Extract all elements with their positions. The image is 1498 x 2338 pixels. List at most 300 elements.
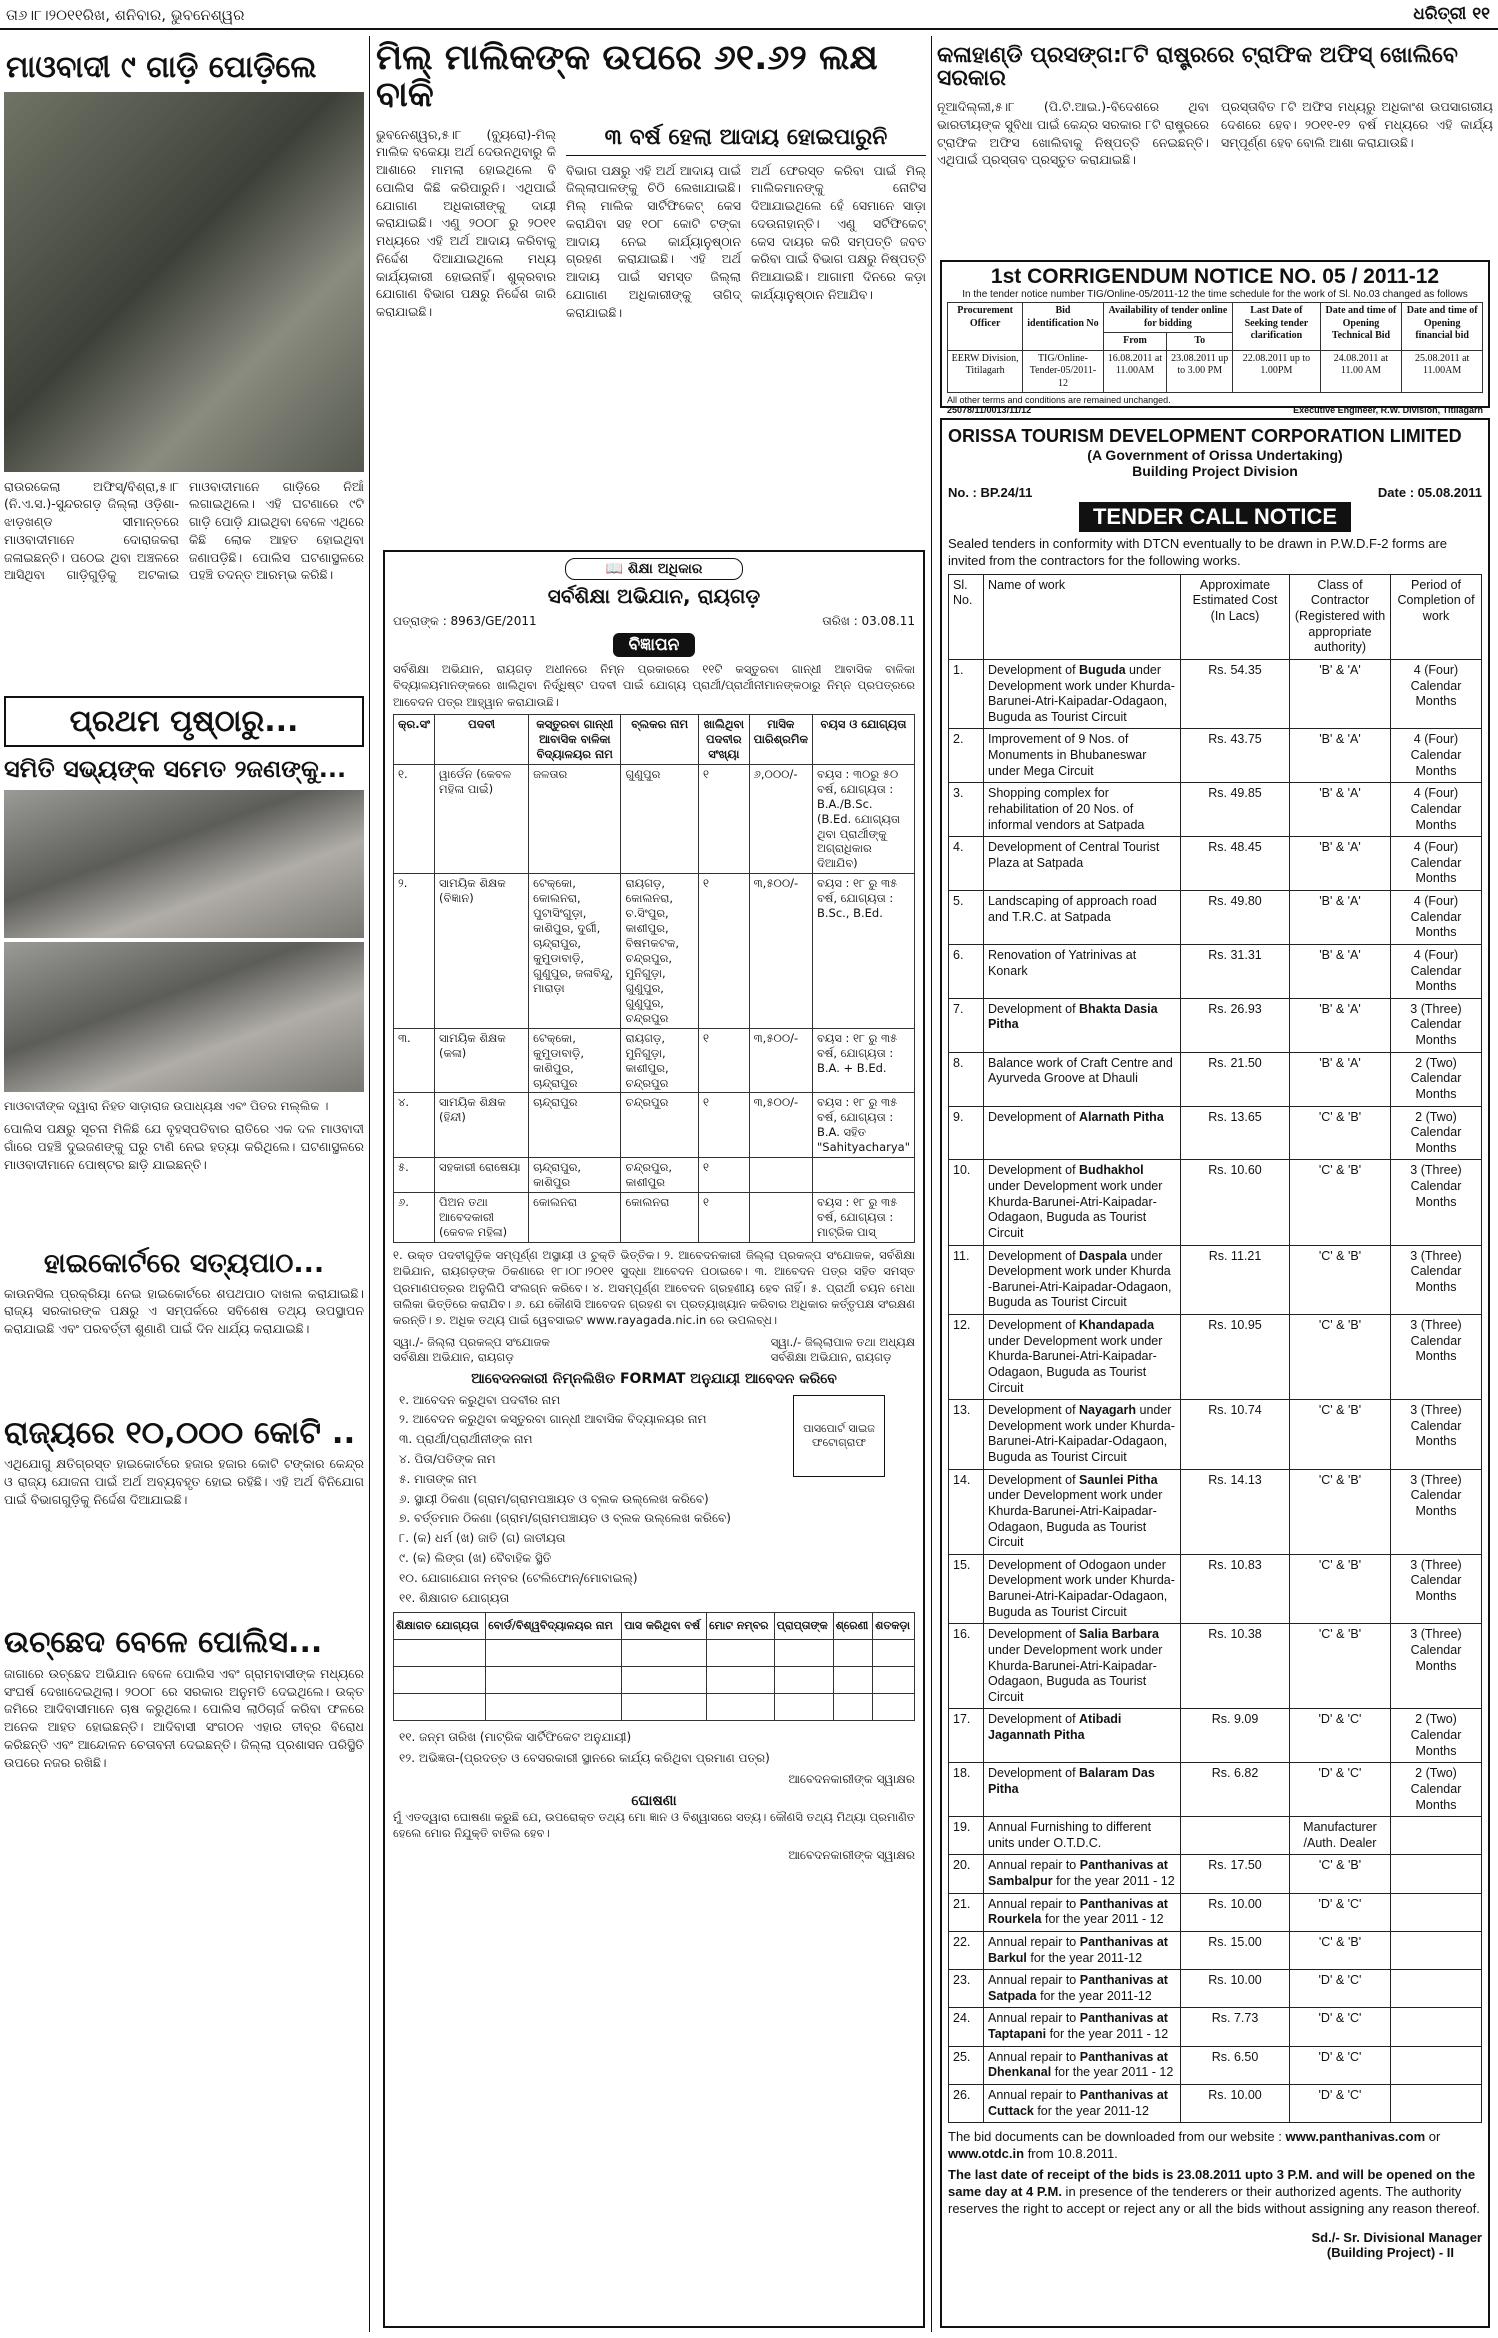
work-text: Development of: [988, 1109, 1080, 1124]
ssa-cell: ୧: [698, 764, 749, 874]
tender-cell: 3 (Three) Calendar Months: [1391, 1554, 1482, 1624]
story-eviction-body: ଜାଗାରେ ଉଚ୍ଛେଦ ଅଭିଯାନ ବେଳେ ପୋଲିସ ଏବଂ ଗ୍ରାମବାସୀଙ୍କ ମଧ୍ୟରେ ସଂଘର୍ଷ ଦେଖାଦେଇଥିଲା। ୨୦୦୮ ରେ ସରକାର ଅନୁମତି ଦେଇଥିଲେ। ଉକ୍ତ ଜମିରେ ଆଦିବାସୀମାନେ ଚାଷ କରୁଥିଲେ। ପୋଲିସ ଲାଠିଚାର୍ଜ କରିବା ଫଳରେ ଅନେକ ଆହତ ହୋଇଛନ୍ତି। ଆଦିବାସୀ ସଂଗଠନ ଏହାର ତୀବ୍ର ବିରୋଧ କରିଛନ୍ତି ଏବଂ ଆନ୍ଦୋଳନ ଚେତାବନୀ ଦେଇଛନ୍ତି। ଜିଲ୍ଲା ପ୍ରଶାସନ ପରିସ୍ଥିତି ଉପରେ ନଜର ରଖିଛି।: [4, 1665, 364, 1770]
otdc-h-cost: Approximate Estimated Cost (In Lacs): [1181, 574, 1290, 659]
ssa-cell: ୱାର୍ଡେନ (କେବଳ ମହିଳା ପାଇଁ): [435, 764, 529, 874]
tender-cell: 7.: [949, 998, 984, 1052]
corr-h-availability: Availability of tender online for bidding: [1103, 303, 1233, 333]
otdc-h-period: Period of Completion of work: [1391, 574, 1482, 659]
photo-box: ପାସପୋର୍ଟ ସାଇଜ ଫଟୋଗ୍ରାଫ: [793, 1395, 885, 1477]
qual-cell[interactable]: [707, 1694, 775, 1721]
tender-cell: [984, 729, 1181, 783]
tender-row: [949, 1400, 1482, 1470]
corr-cell: 24.08.2011 at 11.00 AM: [1320, 350, 1402, 393]
tender-cell: Rs. 17.50: [1181, 1855, 1290, 1893]
story-mill-body-2: ବିଭାଗ ପକ୍ଷରୁ ଏହି ଅର୍ଥ ଆଦାୟ ପାଇଁ ଜିଲ୍ଲାପାଳଙ୍କୁ ଚିଠି ଲେଖାଯାଇଛି। ମିଲ୍ ମାଲିକ ସାର୍ଟିଫିକେଟ୍ କେସ କରାଯିବା ସହ ୧୦୮ କୋଟି ଟଙ୍କା ଆଦାୟ ନେଇ କାର୍ଯ୍ୟାନୁଷ୍ଠାନ ଗ୍ରହଣ କରାଯାଇଛି। ଏହି ଅର୍ଥ ଆଦାୟ ପାଇଁ ସମସ୍ତ ଜିଲ୍ଲା ଯୋଗାଣ ଅଧିକାରୀଙ୍କୁ ତାଗିଦ୍ କରାଯାଇଛି।: [566, 162, 741, 320]
work-place: Bhakta Dasia Pitha: [988, 1001, 1158, 1032]
tender-cell: [1391, 2084, 1482, 2122]
work-text: for the year 2011 - 12: [1051, 2065, 1174, 2080]
work-text: Renovation of Yatrinivas at Konark: [988, 947, 1137, 978]
work-text: Landscaping of approach road and T.R.C. at Satpada: [988, 894, 1157, 924]
ssa-intro: ସର୍ବଶିକ୍ଷା ଅଭିଯାନ, ରାୟଗଡ଼ ଅଧୀନରେ ନିମ୍ନ ପ୍ରକାରରେ ୧୧ଟି କସ୍ତୁରବା ଗାନ୍ଧୀ ଆବାସିକ ବାଳିକା ବିଦ୍ୟାଳୟମାନଙ୍କରେ ଖାଲିଥିବା ନିର୍ଦ୍ଧିଷ୍ଟ ପଦବୀ ପାଇଁ ଯୋଗ୍ୟ ପ୍ରାର୍ଥୀ/ପ୍ରାର୍ଥୀନୀମାନଙ୍କଠାରୁ ନିମ୍ନ ପ୍ରପତ୍ରରେ ଆବେଦନ ପତ୍ର ଆହ୍ୱାନ କରାଯାଉଛି।: [393, 662, 915, 709]
work-place: Atibadi Jagannath Pitha: [988, 1712, 1122, 1743]
tender-cell: 2 (Two) Calendar Months: [1391, 1709, 1482, 1763]
corrigendum-intro: In the tender notice number TIG/Online-05/2011-12 the time schedule for the work of Sl. No.03 changed as follows: [962, 289, 1468, 300]
tender-cell: 'C' & 'B': [1290, 1855, 1391, 1893]
tender-row: [949, 783, 1482, 837]
photo-victim-2: [4, 942, 364, 1092]
qual-cell[interactable]: [774, 1694, 833, 1721]
tender-cell: Rs. 6.50: [1181, 2046, 1290, 2084]
ssa-cell: ୧: [698, 874, 749, 1028]
corr-cell: TIG/Online-Tender-05/2011-12: [1023, 350, 1103, 393]
ssa-cell: ସାମୟିକ ଶିକ୍ଷକ (ହିନ୍ଦୀ): [435, 1093, 529, 1158]
tender-cell: Rs. 10.83: [1181, 1554, 1290, 1624]
form-item: ୧୧. ଶିକ୍ଷାଗତ ଯୋଗ୍ୟତା: [399, 1590, 510, 1605]
tender-cell: Rs. 11.21: [1181, 1245, 1290, 1315]
tender-cell: [1391, 1893, 1482, 1931]
ssa-cell: ୧: [698, 1093, 749, 1158]
caption-victims: ମାଓବାଦୀଙ୍କ ଦ୍ୱାରା ନିହତ ସାଡ଼ାରାଜ ଉପାଧ୍ୟକ୍ଷ ଏବଂ ପିତର ମଲ୍ଲିକ ।: [4, 1099, 329, 1114]
tender-row: [949, 1245, 1482, 1315]
tender-cell: Rs. 31.31: [1181, 944, 1290, 998]
qual-cell[interactable]: [873, 1640, 915, 1667]
tender-row: [949, 2084, 1482, 2122]
qual-cell[interactable]: [833, 1667, 873, 1694]
ssa-ref: ପତ୍ରାଙ୍କ : 8963/GE/2011: [393, 614, 537, 628]
corrigendum-row: [948, 350, 1483, 393]
work-text: for the year 2011 - 12: [1046, 2027, 1169, 2042]
otdc-h-class: Class of Contractor (Registered with appropriate authority): [1290, 574, 1391, 659]
otdc-org-name: ORISSA TOURISM DEVELOPMENT CORPORATION LIMITED: [948, 426, 1462, 446]
tender-cell: [984, 2084, 1181, 2122]
tender-cell: 'D' & 'C': [1290, 1763, 1391, 1817]
tender-cell: 2 (Two) Calendar Months: [1391, 1052, 1482, 1106]
otdc-govt: (A Government of Orissa Undertaking): [1087, 447, 1343, 463]
work-text: Annual repair to: [988, 1858, 1080, 1873]
tender-cell: 'B' & 'A': [1290, 729, 1391, 783]
tender-cell: Rs. 14.13: [1181, 1469, 1290, 1554]
tender-cell: 'C' & 'B': [1290, 1315, 1391, 1400]
tender-cell: 3 (Three) Calendar Months: [1391, 1400, 1482, 1470]
otdc-works-table: [948, 574, 1482, 2123]
ssa-cell: ଟେକ୍କୋ, କୋଲନରା, ପୁଟାସିଂଗୁଡ଼ା, କାଶିପୁର, ଦୁର୍ଗୀ, ଚାନ୍ଦ୍ରାପୁର, କୁମୁଡାବାଡ଼ି, ଗୁଣୁପୁର, ଜଳାବିନ୍ଦୁ, ମାରାଡ଼ା: [529, 874, 621, 1028]
ssa-cell: ବୟସ : ୧୮ ରୁ ୩୫ ବର୍ଷ, ଯୋଗ୍ୟତା : B.A. ସହିତ "Sahityacharya": [812, 1093, 914, 1158]
tender-cell: [984, 2008, 1181, 2046]
tender-row: [949, 1469, 1482, 1554]
ssa-cell: ସହକାରୀ ରୋଷେୟା: [435, 1158, 529, 1193]
qual-cell[interactable]: [622, 1667, 707, 1694]
tender-row: [949, 1052, 1482, 1106]
tender-row: [949, 1763, 1482, 1817]
tender-cell: 2 (Two) Calendar Months: [1391, 1763, 1482, 1817]
tender-cell: [984, 659, 1181, 729]
work-place: Balaram Das Pitha: [988, 1766, 1155, 1796]
otdc-sign-1: Sd./- Sr. Divisional Manager: [1311, 2229, 1482, 2245]
story-kalahandi-body-2: ପ୍ରସ୍ତାବିତ ୮ଟି ଅଫିସ ମଧ୍ୟରୁ ଅଧିକାଂଶ ଉପସାଗରୀୟ ଦେଶରେ ହେବ। ୨୦୧୧-୧୨ ବର୍ଷ ମଧ୍ୟରେ ଏହି କାର୍ଯ୍ୟ ସମ୍ପୂର୍ଣ୍ଣ ହେବ ବୋଲି ଆଶା କରାଯାଉଛି।: [1221, 99, 1493, 150]
work-text: Development of: [988, 1318, 1080, 1333]
ssa-title: ସର୍ବଶିକ୍ଷା ଅଭିଯାନ, ରାୟଗଡ଼: [547, 584, 761, 608]
tender-cell: 'C' & 'B': [1290, 1400, 1391, 1470]
tender-cell: 4 (Four) Calendar Months: [1391, 783, 1482, 837]
tender-cell: 'C' & 'B': [1290, 1554, 1391, 1624]
corrigendum-table: [947, 302, 1483, 393]
ssa-cell: ବୟସ : ୧୮ ରୁ ୩୫ ବର୍ଷ, ଯୋଗ୍ୟତା : B.Sc., B.Ed.: [812, 874, 914, 1028]
subhead-three-years: ୩ ବର୍ଷ ହେଲା ଆଦାୟ ହୋଇପାରୁନି: [566, 126, 926, 156]
tender-row: [949, 1817, 1482, 1855]
tender-row: [949, 1970, 1482, 2008]
ssa-cell: ୨.: [394, 874, 435, 1028]
qual-cell[interactable]: [394, 1640, 486, 1667]
work-text: Annual Furnishing to different units under O.T.D.C.: [988, 1820, 1152, 1850]
corrigendum-ref: 25078/11/0013/11/12: [947, 405, 1032, 415]
ssa-h-qual: ବୟସ ଓ ଯୋଗ୍ୟତା: [812, 714, 914, 764]
tender-cell: 24.: [949, 2008, 984, 2046]
story-mill-body-1: ଭୁବନେଶ୍ୱର,୫।୮ (ବ୍ୟୁରୋ)-ମିଲ୍ ମାଲିକ ବକେୟା ଅର୍ଥ ଦେଉନଥିବାରୁ କି ଆଶାରେ ମାମଲା ହୋଇଥିଲେ ବି ପୋଲିସ କିଛି କରିପାରୁନି। ଏଥିପାଇଁ ଯୋଗାଣ ଅଧିକାରୀଙ୍କୁ ଦାୟୀ କରାଯାଇଛି। ଏଣୁ ୨୦୦୮ ରୁ ୨୦୧୧ ମଧ୍ୟରେ ଏହି ଅର୍ଥ ଆଦାୟ କରିବାକୁ ନିର୍ଦ୍ଦେଶ ଦିଆଯାଇଥିଲେ ମଧ୍ୟ କାର୍ଯ୍ୟକାରୀ ହୋଇନାହିଁ। ଶୁକ୍ରବାର ଯୋଗାଣ ବିଭାଗ ପକ୍ଷରୁ ନିର୍ଦ୍ଦେଶ ଜାରି କରାଯାଇଛି।: [376, 126, 556, 319]
ssa-cell: ୩.: [394, 1028, 435, 1093]
corrigendum-notice: [940, 260, 1490, 415]
tender-cell: [984, 1893, 1181, 1931]
tender-cell: [984, 891, 1181, 945]
tender-cell: 13.: [949, 1400, 984, 1470]
form-item: ୧. ଆବେଦନ କରୁଥିବା ପଦବୀର ନାମ: [399, 1392, 561, 1407]
work-place: Alarnath Pitha: [1079, 1109, 1164, 1124]
otdc-date: Date : 05.08.2011: [1377, 485, 1482, 500]
otdc-link-otdc[interactable]: www.otdc.in: [948, 2146, 1025, 2162]
work-place: Khandapada: [1079, 1318, 1155, 1333]
otdc-tender-notice: [940, 418, 1490, 2328]
form-item: ୬. ସ୍ଥାୟୀ ଠିକଣା (ଗ୍ରାମ/ଗ୍ରାମପଞ୍ଚାୟତ ଓ ବ୍ଲକ ଉଲ୍ଲେଖ କରିବେ): [399, 1491, 709, 1506]
otdc-footer-download: The bid documents can be downloaded from our website :: [948, 2129, 1286, 2145]
photo-burnt-vehicles: [4, 92, 364, 472]
tender-cell: 'C' & 'B': [1290, 1106, 1391, 1160]
ssa-cell: ଚନ୍ଦ୍ରପୁର, କାଶୀପୁର: [621, 1158, 699, 1193]
tender-cell: 2 (Two) Calendar Months: [1391, 1106, 1482, 1160]
tender-row: [949, 729, 1482, 783]
tender-row: [949, 1315, 1482, 1400]
tender-cell: [984, 1855, 1181, 1893]
otdc-sign-2: (Building Project) - II: [1326, 2244, 1454, 2260]
form-item: ୯. (କ) ଲିଙ୍ଗ (ଖ) ବୈବାହିକ ସ୍ଥିତି: [399, 1550, 552, 1565]
qual-header: ଶତକଡ଼ା: [873, 1613, 915, 1640]
qual-cell[interactable]: [774, 1640, 833, 1667]
work-text: under Development work under Khurda-Barunei-Atri-Kaipadar-Odagaon, Buguda as Tourist Circuit: [988, 662, 1175, 724]
tender-row: [949, 1106, 1482, 1160]
tender-cell: 22.: [949, 1931, 984, 1969]
qual-cell[interactable]: [394, 1694, 486, 1721]
tender-cell: [984, 1709, 1181, 1763]
work-text: Annual repair to: [988, 1934, 1080, 1949]
tender-cell: [1181, 1817, 1290, 1855]
tender-row: [949, 1554, 1482, 1624]
tender-cell: [1391, 1931, 1482, 1969]
tender-cell: 'B' & 'A': [1290, 837, 1391, 891]
qual-cell[interactable]: [486, 1667, 622, 1694]
ssa-application-form: [393, 1391, 915, 1609]
corrigendum-note: All other terms and conditions are remained unchanged.: [947, 395, 1171, 405]
ssa-cell: ୧: [698, 1028, 749, 1093]
work-text: Improvement of 9 Nos. of Monuments in Bhubaneswar under Mega Circuit: [988, 732, 1147, 778]
tender-cell: 15.: [949, 1554, 984, 1624]
corr-h-to: To: [1167, 333, 1233, 351]
tender-cell: Rs. 10.60: [1181, 1160, 1290, 1245]
work-text: for the year 2011-12: [1036, 1988, 1152, 2003]
tender-cell: [984, 837, 1181, 891]
story-samiti-body: ପୋଲିସ ପକ୍ଷରୁ ସୂଚନା ମିଳିଛି ଯେ ବୃହସ୍ପତିବାର ରାତିରେ ଏକ ଦଳ ମାଓବାଦୀ ଗାଁରେ ପହଞ୍ଚି ଦୁଇଜଣଙ୍କୁ ଘରୁ ଟାଣି ନେଇ ହତ୍ୟା କରିଥିଲେ। ଘଟଣାସ୍ଥଳରେ ମାଓବାଦୀମାନେ ପୋଷ୍ଟର ଛାଡ଼ି ଯାଇଛନ୍ତି।: [4, 1121, 364, 1172]
ssa-cell: ସାମୟିକ ଶିକ୍ଷକ (ବିଜ୍ଞାନ): [435, 874, 529, 1028]
folio-bar: [0, 0, 1498, 30]
subhead-samiti: ସମିତି ସଭ୍ୟଙ୍କ ସମେତ ୨ଜଣଙ୍କୁ...: [4, 755, 347, 783]
tender-cell: [984, 1763, 1181, 1817]
tender-cell: 26.: [949, 2084, 984, 2122]
corr-cell: 22.08.2011 up to 1.00PM: [1233, 350, 1320, 393]
ssa-cell: ସାମୟିକ ଶିକ୍ଷକ (କଳା): [435, 1028, 529, 1093]
work-text: Shopping complex for rehabilitation of 20 Nos. of informal vendors at Satpada: [988, 786, 1145, 832]
qual-cell[interactable]: [707, 1667, 775, 1694]
tender-cell: Rs. 10.00: [1181, 2084, 1290, 2122]
main-story: [376, 40, 926, 540]
qual-cell[interactable]: [707, 1640, 775, 1667]
ssa-row: [394, 1093, 915, 1158]
story-maoist-body: ରାଉରକେଲା ଅଫିସ୍‌/ବିଶ୍ରା,୫।୮ (ନି.ଏ.ସ.)-ସୁନ୍ଦରଗଡ଼ ଜିଲ୍ଲା ଓଡ଼ିଶା-ଝାଡ଼ଖଣ୍ଡ ସୀମାନ୍ତରେ ମାଓବାଦୀମାନେ ଦୋରାଜକରା ଜଳାଇଛନ୍ତି। ପଠେଇ ଥିବା ଅଞ୍ଚଳରେ ଆସିଥିବା ଗାଡ଼ିଗୁଡ଼ିକୁ ଅଟକାଇ ମାଓବାଦୀମାନେ ଗାଡ଼ିରେ ନିଆଁ ଲଗାଇଥିଲେ। ଏହି ଘଟଣାରେ ୯ଟି ଗାଡ଼ି ପୋଡ଼ି ଯାଇଥିବା ବେଳେ ଏଥିରେ କିଛି ଲୋକ ଆହତ ହୋଇଥିବା ଜଣାପଡ଼ିଛି। ପୋଲିସ ଘଟଣାସ୍ଥଳରେ ପହଞ୍ଚି ତଦନ୍ତ ଆରମ୍ଭ କରିଛି।: [4, 478, 364, 583]
tender-cell: 3 (Three) Calendar Months: [1391, 1624, 1482, 1709]
otdc-link-panthanivas[interactable]: www.panthanivas.com: [1285, 2129, 1426, 2145]
work-text: for the year 2011 - 12: [1052, 1874, 1175, 1889]
tender-cell: 'D' & 'C': [1290, 1970, 1391, 2008]
tender-cell: Rs. 15.00: [1181, 1931, 1290, 1969]
folio-date: ତା୬।୮।୨୦୧୧ରିଖ, ଶନିବାର, ଭୁବନେଶ୍ୱର: [6, 6, 245, 24]
column-divider-2: [931, 36, 932, 2332]
work-text: Annual repair to: [988, 2049, 1080, 2064]
tender-row: [949, 1893, 1482, 1931]
ssa-row: [394, 1158, 915, 1193]
otdc-footer-from: from 10.8.2011.: [1024, 2146, 1118, 2162]
tender-cell: 25.: [949, 2046, 984, 2084]
ssa-cell: ପିଅନ ତଥା ଆବେଦକାରୀ (କେବଳ ମହିଳା): [435, 1193, 529, 1243]
otdc-h-work: Name of work: [984, 574, 1181, 659]
form-item-experience: ୧୨. ଅଭିଜ୍ଞତା-(ପ୍ରଦତ୍ତ ଓ ବେସରକାରୀ ସ୍ଥାନରେ କାର୍ଯ୍ୟ କରିଥିବା ପ୍ରମାଣ ପତ୍ର): [399, 1750, 770, 1765]
right-story: [937, 44, 1493, 254]
tender-cell: 'B' & 'A': [1290, 783, 1391, 837]
tender-cell: 3 (Three) Calendar Months: [1391, 1160, 1482, 1245]
ssa-h-school: କସ୍ତୁରବା ଗାନ୍ଧୀ ଆବାସିକ ବାଳିକା ବିଦ୍ୟାଳୟର ନାମ: [529, 714, 621, 764]
tender-cell: 11.: [949, 1245, 984, 1315]
headline-mill-owners: ମିଲ୍ ମାଲିକଙ୍କ ଉପରେ ୬୧.୬୨ ଲକ୍ଷ ବାକି: [376, 38, 878, 115]
ssa-cell: ଚନ୍ଦ୍ରପୁର: [621, 1093, 699, 1158]
work-text: Development of: [988, 662, 1080, 677]
tender-cell: [984, 1970, 1181, 2008]
ssa-cell: ଚାନ୍ଦ୍ରାପୁର, କାଶିପୁର: [529, 1158, 621, 1193]
headline-kalahandi: କଳାହାଣ୍ଡି ପ୍ରସଙ୍ଗ:୮ଟି ରାଷ୍ଟ୍ରରେ ଟ୍ରାଫିକ ଅଫିସ୍ ଖୋଲିବେ ସରକାର: [937, 43, 1458, 92]
ssa-cell: ଜଳତାର: [529, 764, 621, 874]
qual-cell[interactable]: [486, 1694, 622, 1721]
tender-cell: 'D' & 'C': [1290, 2046, 1391, 2084]
tender-cell: 4.: [949, 837, 984, 891]
tender-cell: [984, 1469, 1181, 1554]
tender-cell: 12.: [949, 1315, 984, 1400]
tender-cell: 'D' & 'C': [1290, 2008, 1391, 2046]
tender-cell: 'D' & 'C': [1290, 2084, 1391, 2122]
tender-cell: 'C' & 'B': [1290, 1931, 1391, 1969]
ssa-cell: [749, 1193, 812, 1243]
ssa-posts-table: [393, 714, 915, 1243]
headline-highcourt: ହାଇକୋର୍ଟରେ ସତ୍ୟପାଠ...: [43, 1248, 325, 1280]
tender-cell: 14.: [949, 1469, 984, 1554]
tender-cell: 3 (Three) Calendar Months: [1391, 1315, 1482, 1400]
tender-cell: 'B' & 'A': [1290, 659, 1391, 729]
ssa-row: [394, 1028, 915, 1093]
work-place: Panthanivas at Taptapani: [988, 2011, 1168, 2042]
ssa-cell: [812, 1158, 914, 1193]
qual-cell[interactable]: [486, 1640, 622, 1667]
declaration-title: ଘୋଷଣା: [631, 1793, 677, 1810]
ssa-h-post: ପଦବୀ: [435, 714, 529, 764]
work-place: Saunlei Pitha: [1079, 1472, 1158, 1487]
otdc-division: Building Project Division: [1132, 463, 1298, 479]
tender-cell: 4 (Four) Calendar Months: [1391, 837, 1482, 891]
declaration-text: ମୁଁ ଏତଦ୍ୱାରା ଘୋଷଣା କରୁଛି ଯେ, ଉପରୋକ୍ତ ତଥ୍ୟ ମୋ ଜ୍ଞାନ ଓ ବିଶ୍ୱାସରେ ସତ୍ୟ। କୌଣସି ତଥ୍ୟ ମିଥ୍ୟା ପ୍ରମାଣିତ ହେଲେ ମୋର ନିଯୁକ୍ତି ବାତିଲ ହେବ।: [393, 1810, 915, 1841]
corr-h-bid: Bid identification No: [1023, 303, 1103, 351]
corr-cell: 16.08.2011 at 11.00AM: [1103, 350, 1167, 393]
tender-row: [949, 1624, 1482, 1709]
tender-cell: [984, 1106, 1181, 1160]
work-text: under Development work under Khurda-Barunei-Atri-Kaipadar-Odagaon, Buguda as Tourist Circuit: [988, 1642, 1163, 1704]
tender-cell: Rs. 10.00: [1181, 1893, 1290, 1931]
form-item: ୩. ପ୍ରାର୍ଥୀ/ପ୍ରାର୍ଥୀନୀଙ୍କ ନାମ: [399, 1432, 533, 1447]
tender-cell: 4 (Four) Calendar Months: [1391, 944, 1482, 998]
work-text: Development of Central Tourist Plaza at Satpada: [988, 840, 1160, 870]
form-item: ୧୦. ଯୋଗାଯୋଗ ନମ୍ବର (ଟେଲିଫୋନ୍/ମୋବାଇଲ୍): [399, 1570, 638, 1585]
tender-cell: Rs. 9.09: [1181, 1709, 1290, 1763]
tender-cell: [984, 2046, 1181, 2084]
ssa-cell: ବୟସ : ୧୮ ରୁ ୩୫ ବର୍ଷ, ଯୋଗ୍ୟତା : B.A. + B.Ed.: [812, 1028, 914, 1093]
tender-cell: [984, 1931, 1181, 1969]
tender-row: [949, 1160, 1482, 1245]
work-text: Development of: [988, 1403, 1080, 1418]
otdc-h-sl: Sl. No.: [949, 574, 984, 659]
ssa-cell: [749, 1158, 812, 1193]
qual-header: ଶିକ୍ଷାଗତ ଯୋଗ୍ୟତା: [394, 1613, 486, 1640]
work-text: Development of: [988, 1627, 1080, 1642]
column-left: [4, 36, 364, 2332]
form-item: ୮. (କ) ଧର୍ମ (ଖ) ଜାତି (ଗ) ଜାତୀୟତା: [399, 1531, 566, 1546]
ssa-h-sl: କ୍ର.ସଂ: [394, 714, 435, 764]
column-divider-1: [369, 36, 370, 2332]
box-front-page: [4, 696, 364, 748]
tender-cell: Rs. 21.50: [1181, 1052, 1290, 1106]
tender-cell: [984, 1400, 1181, 1470]
ssa-logo-text: ଶିକ୍ଷା ଅଧିକାର: [627, 561, 703, 577]
ssa-cell: ୩,୫୦୦/-: [749, 1028, 812, 1093]
ssa-cell: ଚାନ୍ଦ୍ରାପୁର: [529, 1093, 621, 1158]
corr-h-fin: Date and time of Opening financial bid: [1402, 303, 1483, 351]
tender-cell: [984, 944, 1181, 998]
tender-cell: Rs. 13.65: [1181, 1106, 1290, 1160]
otdc-footer-terms: in presence of the tenderers or their authorized agents. The authority reserves the right to accept or reject any or all the bids without assigning any reason thereof.: [948, 2183, 1480, 2216]
ssa-notes: ୧. ଉକ୍ତ ପଦବୀଗୁଡ଼ିକ ସମ୍ପୂର୍ଣ୍ଣ ଅସ୍ଥାୟୀ ଓ ଚୁକ୍ତି ଭିତ୍ତିକ। ୨. ଆବେଦନକାରୀ ଜିଲ୍ଲା ପ୍ରକଳ୍ପ ସଂଯୋଜକ, ସର୍ବଶିକ୍ଷା ଅଭିଯାନ, ରାୟଗଡ଼ଙ୍କ ଠିକଣାରେ ୧୮।୦୮।୨୦୧୧ ସୁଦ୍ଧା ଆବେଦନ ପଠାଇବେ। ୩. ଆବେଦନ ପତ୍ର ସହିତ ସମସ୍ତ ପ୍ରମାଣପତ୍ରର ଅନୁଲିପି ସଂଲଗ୍ନ କରିବେ। ୪. ଅସମ୍ପୂର୍ଣ୍ଣ ଆବେଦନ ଗ୍ରହଣୀୟ ହେବ ନାହିଁ। ୫. ପ୍ରାର୍ଥୀ ଚୟନ ମେଧା ତାଲିକା ଭିତ୍ତିରେ କରାଯିବ। ୬. ଯେ କୌଣସି ଆବେଦନ ଗ୍ରହଣ ବା ପ୍ରତ୍ୟାଖ୍ୟାନ କରିବାର ଅଧିକାର କର୍ତ୍ତୃପକ୍ଷ ସଂରକ୍ଷଣ କରନ୍ତି। ୭. ଅଧିକ ତଥ୍ୟ ପାଇଁ ୱେବସାଇଟ www.rayagada.nic.in ରେ ଉପଲବ୍ଧ।: [393, 1247, 915, 1328]
tender-cell: 2.: [949, 729, 984, 783]
work-text: under Development work under Khurda-Barunei-Atri-Kaipadar-Odagaon, Buguda as Tourist Circuit: [988, 1403, 1175, 1465]
qual-header: ପ୍ରାପ୍ତାଙ୍କ: [774, 1613, 833, 1640]
corr-cell: 23.08.2011 up to 3.00 PM: [1167, 350, 1233, 393]
work-text: Development of: [988, 1712, 1080, 1727]
tender-cell: Rs. 10.00: [1181, 1970, 1290, 2008]
qual-cell[interactable]: [873, 1667, 915, 1694]
ssa-sig-left: ସ୍ୱା./- ଜିଲ୍ଲା ପ୍ରକଳ୍ପ ସଂଯୋଜକ ସର୍ବଶିକ୍ଷା ଅଭିଯାନ, ରାୟଗଡ଼: [393, 1334, 550, 1364]
ssa-advertisement: [383, 550, 925, 2328]
work-text: under Development work under Khurda-Barunei-Atri-Kaipadar-Odagaon, Buguda as Tourist Circuit: [988, 1488, 1163, 1550]
corr-h-officer: Procurement Officer: [948, 303, 1023, 351]
corrigendum-signatory: Executive Engineer, R.W. Division, Titilagarh: [1293, 405, 1483, 415]
work-text: Development of: [988, 1248, 1080, 1263]
corrigendum-title: 1st CORRIGENDUM NOTICE NO. 05 / 2011-12: [990, 265, 1440, 288]
tender-cell: 4 (Four) Calendar Months: [1391, 729, 1482, 783]
tender-cell: Rs. 10.74: [1181, 1400, 1290, 1470]
work-text: Development of: [988, 1163, 1080, 1178]
tender-cell: [984, 998, 1181, 1052]
ssa-logo: [565, 558, 744, 580]
work-place: Daspala: [1079, 1248, 1127, 1263]
ssa-format-title: ଆବେଦନକାରୀ ନିମ୍ନଲିଖିତ FORMAT ଅନୁଯାୟୀ ଆବେଦନ କରିବେ: [471, 1370, 837, 1387]
ssa-row: [394, 764, 915, 874]
qual-cell[interactable]: [774, 1667, 833, 1694]
tender-cell: [984, 1245, 1181, 1315]
form-item: ୭. ବର୍ତ୍ତମାନ ଠିକଣା (ଗ୍ରାମ/ଗ୍ରାମପଞ୍ଚାୟତ ଓ ବ୍ଲକ ଉଲ୍ଲେଖ କରିବେ): [399, 1511, 731, 1526]
qual-cell[interactable]: [622, 1640, 707, 1667]
qual-cell[interactable]: [394, 1667, 486, 1694]
work-text: Development of: [988, 1472, 1080, 1487]
ssa-row: [394, 874, 915, 1028]
qual-cell[interactable]: [622, 1694, 707, 1721]
story-crore-body: ଏଥିଯୋଗୁ କ୍ଷତିଗ୍ରସ୍ତ ହାଇକୋର୍ଟରେ ହଜାର ହଜାର କୋଟି ଟଙ୍କାର କେନ୍ଦ୍ର ଓ ରାଜ୍ୟ ଯୋଜନା ପାଇଁ ଅର୍ଥ ଅବ୍ୟବହୃତ ହୋଇ ରହିଛି। ଏହି ଅର୍ଥ ବିନିଯୋଗ ପାଇଁ ବିଭାଗଗୁଡ଼ିକୁ ନିର୍ଦ୍ଦେଶ ଦିଆଯାଇଛି।: [4, 1456, 364, 1507]
tender-cell: 'B' & 'A': [1290, 891, 1391, 945]
tender-cell: 19.: [949, 1817, 984, 1855]
work-text: Annual repair to: [988, 2087, 1080, 2102]
ssa-cell: ୩,୫୦୦/-: [749, 1093, 812, 1158]
work-text: Annual repair to: [988, 1973, 1080, 1988]
tender-cell: [984, 783, 1181, 837]
work-text: Development of: [988, 1766, 1080, 1781]
work-place: Panthanivas at Rourkela: [988, 1896, 1168, 1927]
work-text: Annual repair to: [988, 1896, 1080, 1911]
ssa-cell: ୧: [698, 1158, 749, 1193]
headline-crore: ରାଜ୍ୟରେ ୧୦,୦୦୦ କୋଟି ..: [4, 1414, 356, 1451]
tender-cell: Rs. 48.45: [1181, 837, 1290, 891]
tender-cell: 4 (Four) Calendar Months: [1391, 891, 1482, 945]
qual-cell[interactable]: [833, 1640, 873, 1667]
work-place: Panthanivas at Barkul: [988, 1934, 1168, 1965]
tender-cell: 'B' & 'A': [1290, 1052, 1391, 1106]
ssa-cell: ଟେକ୍କୋ, କୁମୁଡାବାଡ଼ି, କାଶିପୁର, ଚାନ୍ଦ୍ରାପୁର: [529, 1028, 621, 1093]
tender-row: [949, 2046, 1482, 2084]
work-text: Balance work of Craft Centre and Ayurveda Groove at Dhauli: [988, 1055, 1173, 1086]
tender-row: [949, 1931, 1482, 1969]
tender-cell: Rs. 54.35: [1181, 659, 1290, 729]
tender-cell: [1391, 1817, 1482, 1855]
tender-cell: Rs. 26.93: [1181, 998, 1290, 1052]
ssa-cell: ରାୟଗଡ଼, କୋଲନରା, ଚ.ସିଂପୁର, କାଶୀପୁର, ବିଷମକଟକ, ଚନ୍ଦ୍ରପୁର, ମୁନିଗୁଡ଼ା, ଗୁଣୁପୁର, ଗୁଣୁପୁର, ଚନ୍ଦ୍ରପୁର: [621, 874, 699, 1028]
ssa-cell: ୫.: [394, 1158, 435, 1193]
corr-h-from: From: [1103, 333, 1167, 351]
work-place: Budhakhol: [1079, 1163, 1144, 1178]
tender-row: [949, 891, 1482, 945]
work-text: Development of Odogaon under Development work under Khurda-Barunei-Atri-Kaipadar-Odagaon, Buguda as Tourist Circuit: [988, 1557, 1175, 1619]
work-place: Panthanivas at Satpada: [988, 1973, 1168, 2003]
corr-cell: 25.08.2011 at 11.00AM: [1402, 350, 1483, 393]
qual-cell[interactable]: [873, 1694, 915, 1721]
work-place: Buguda: [1079, 662, 1126, 677]
qual-cell[interactable]: [833, 1694, 873, 1721]
ssa-cell: ୬.: [394, 1193, 435, 1243]
